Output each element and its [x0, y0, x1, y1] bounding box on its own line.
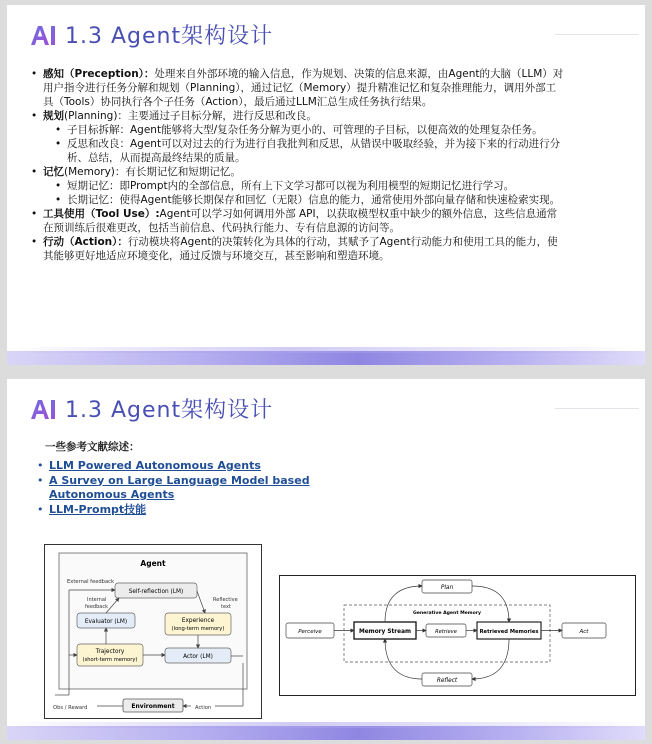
- title-divider: [555, 408, 639, 409]
- reflect-box: Reflect: [436, 678, 458, 684]
- reference-link[interactable]: LLM Powered Autonomous Agents: [49, 459, 261, 472]
- environment-box: Environment: [131, 703, 175, 710]
- ai-logo-icon: [29, 397, 59, 421]
- bullet-text: (Planning)：主要通过子目标分解，进行反思和改良。: [64, 110, 317, 122]
- perceive-box: Perceive: [298, 629, 322, 635]
- act-box: Act: [579, 629, 589, 635]
- slide-title: 1.3 Agent架构设计: [65, 398, 274, 423]
- bullet-label: 工具使用（Tool Use）:: [43, 208, 160, 220]
- external-feedback-label: External feedback: [67, 579, 115, 585]
- slide-2: [7, 379, 645, 740]
- sub-bullet: • 短期记忆：即Prompt内的全部信息，所有上下文学习都可以视为利用模型的短期记忆进行学习。: [55, 179, 565, 193]
- memory-stream-box: Memory Stream: [358, 629, 412, 635]
- bullet-memory: [29, 165, 565, 207]
- bullet-text: Agent可以学习如何调用外部 API，以获取模型权重中缺少的额外信息，这些信息通常在预训练后很难更改，包括当前信息、代码执行能力、专有信息源的访问等。: [43, 208, 558, 234]
- sub-bullet: • 反思和改良：Agent可以对过去的行为进行自我批判和反思，从错误中吸取经验，并为接下来的行动进行分析、总结，从而提高最终结果的质量。: [55, 137, 565, 165]
- actor-box: Actor (LM): [183, 654, 213, 660]
- title-divider: [555, 34, 639, 35]
- references-list: [35, 459, 315, 517]
- bullet-action: [29, 235, 565, 263]
- reflective-text-label: text: [221, 604, 231, 610]
- trajectory-box-sub: (short-term memory): [82, 657, 138, 663]
- experience-box: Experience: [181, 618, 215, 624]
- slide-title: 1.3 Agent架构设计: [65, 24, 274, 49]
- list-item: [35, 474, 315, 503]
- bullet-tool-use: [29, 207, 565, 235]
- retrieve-box: Retrieve: [435, 629, 457, 635]
- bullet-text: 行动模块将Agent的决策转化为具体的行动，其赋予了Agent行动能力和使用工具的能力，使其能够更好地适应环境变化，通过反馈与环境交互，甚至影响和塑造环境。: [43, 236, 558, 262]
- internal-feedback-label: Internal: [87, 597, 107, 603]
- bullet-label: 感知（Preception）：: [43, 68, 155, 80]
- internal-feedback-label: feedback: [85, 604, 108, 610]
- references-heading: 一些参考文献综述：: [45, 441, 140, 453]
- evaluator-box: Evaluator (LM): [84, 619, 128, 625]
- sub-bullet: • 子目标拆解：Agent能够将大型/复杂任务分解为更小的、可管理的子目标，以便高效的处理复杂任务。: [55, 123, 565, 137]
- obs-reward-label: Obs / Reward: [53, 705, 88, 711]
- bullet-text: (Memory)：有长期记忆和短期记忆。: [64, 166, 241, 178]
- reference-link[interactable]: A Survey on Large Language Model based Autonomous Agents: [49, 473, 310, 501]
- bullet-text: 处理来自外部环境的输入信息，作为规划、决策的信息来源，由Agent的大脑（LLM）对用户指令进行任务分解和规划（Planning），通过记忆（Memory）提升精准记忆和复杂推理能力，调用外部工具（Tools）协同执行各个子任务（Action），最后通过LLM汇总生成任务执行结果。: [43, 68, 564, 108]
- self-reflection-box: Self-reflection (LM): [128, 589, 184, 595]
- decorative-band: [7, 726, 645, 740]
- gam-title: Generative Agent Memory: [412, 611, 482, 616]
- bullet-planning: [29, 109, 565, 165]
- reference-link[interactable]: LLM-Prompt技能: [49, 502, 147, 516]
- list-item: [35, 503, 315, 518]
- bullet-label: 行动（Action）：: [43, 236, 128, 248]
- decorative-band: [7, 351, 645, 365]
- bullet-label: 规划: [43, 110, 64, 122]
- action-label: Action: [195, 705, 212, 711]
- bullet-label: 记忆: [43, 166, 64, 178]
- experience-box-sub: (long-term memory): [171, 626, 225, 632]
- plan-box: Plan: [440, 585, 454, 591]
- retrieved-memories-box: Retrieved Memories: [479, 629, 539, 635]
- ai-logo-icon: [29, 23, 59, 47]
- agent-reflexion-diagram: [44, 544, 262, 719]
- bullet-perception: [29, 67, 565, 109]
- list-item: [35, 459, 315, 474]
- reflective-text-label: Reflective: [213, 597, 238, 603]
- trajectory-box: Trajectory: [95, 649, 125, 655]
- generative-agent-memory-diagram: [279, 575, 636, 696]
- sub-bullet: • 长期记忆：使得Agent能够长期保存和回忆（无限）信息的能力，通常使用外部向量存储和快速检索实现。: [55, 193, 565, 207]
- agent-components-list: [29, 67, 565, 263]
- diagram-title: Agent: [140, 559, 166, 568]
- slide-1: [7, 5, 645, 365]
